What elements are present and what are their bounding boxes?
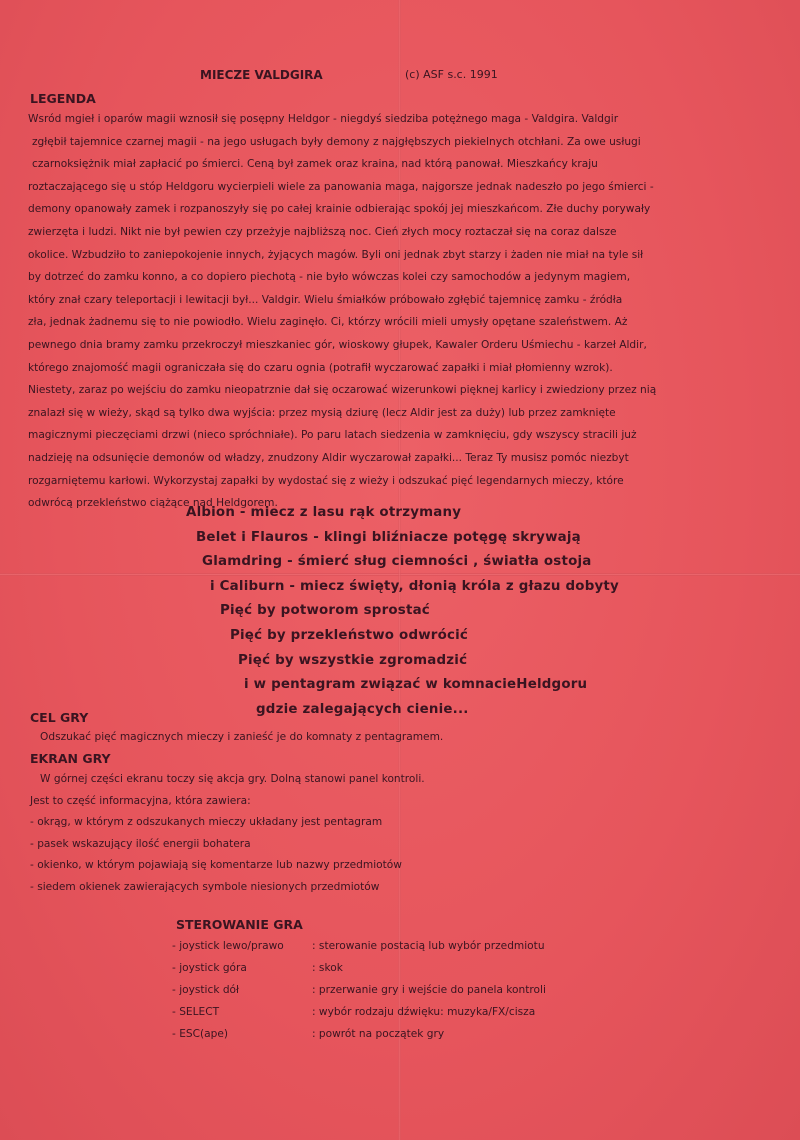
screen-line: - siedem okienek zawierających symbole niesionych przedmiotów — [30, 881, 380, 893]
legend-line: czarnoksiężnik miał zapłacić po śmierci. Ceną był zamek oraz kraina, nad którą panował. Mieszkańcy kraju — [32, 158, 598, 171]
legend-line: roztaczającego się u stóp Heldgoru wycierpieli wiele za panowania maga, najgorsze jednak nadeszło po jego śmierci - — [28, 180, 654, 193]
control-key: - joystick dół — [172, 984, 240, 996]
poem-line: Albion - miecz z lasu rąk otrzymany — [186, 505, 462, 520]
screen-line: - okrąg, w którym z odszukanych mieczy układany jest pentagram — [30, 816, 383, 829]
screen-line: - okienko, w którym pojawiają się komentarze lub nazwy przedmiotów — [30, 859, 402, 872]
poem-line: gdzie zalegających cienie... — [256, 701, 469, 717]
control-key: - ESC(ape) — [172, 1028, 229, 1040]
control-action: : sterowanie postacią lub wybór przedmiotu — [312, 940, 545, 952]
legend-line: rozgarniętemu karłowi. Wykorzystaj zapałki by wydostać się z wieży i odszukać pięć legendarnych mieczy, które — [28, 474, 624, 487]
legend-line: zła, jednak żadnemu się to nie powiodło. Wielu zaginęło. Ci, którzy wrócili mieli umysły opętane szaleństwem. Aż — [28, 316, 628, 329]
legend-line: demony opanowały zamek i rozpanoszyły się po całej krainie odbierając spokój jej mieszkańcom. Złe duchy porywały — [28, 203, 651, 216]
poem-line: Pięć by wszystkie zgromadzić — [238, 652, 468, 668]
legend-line: Niestety, zaraz po wejściu do zamku nieopatrznie dał się oczarować wizerunkowi pięknej karlicy i zwiedziony przez nią — [28, 384, 657, 397]
controls-heading: STEROWANIE GRA — [176, 917, 303, 932]
copyright-notice: (c) ASF s.c. 1991 — [405, 68, 498, 81]
control-action: : przerwanie gry i wejście do panela kontroli — [312, 984, 546, 996]
legend-line: nadzieję na odsunięcie demonów od władzy, znudzony Aldir wyczarował zapałki... Teraz Ty musisz pomóc niezbyt — [28, 451, 629, 464]
control-key: - joystick góra — [172, 962, 247, 974]
poem-line: i w pentagram związać w komnacieHeldgoru — [244, 677, 588, 693]
goal-heading: CEL GRY — [30, 710, 89, 725]
legend-line: odwrócą przekleństwo ciążące nad Heldgorem. — [28, 497, 278, 510]
legend-line: by dotrzeć do zamku konno, a co dopiero piechotą - nie było wówczas kolei czy samochodów a jedynym magiem, — [28, 271, 631, 284]
screen-line: W górnej części ekranu toczy się akcja gry. Dolną stanowi panel kontroli. — [40, 773, 425, 785]
screen-line: Jest to część informacyjna, która zawiera: — [30, 794, 251, 807]
legend-heading: LEGENDA — [30, 91, 96, 106]
legend-line: zgłębił tajemnice czarnej magii - na jego usługach były demony z najgłębszych piekielnych otchłani. Za owe usługi — [32, 135, 641, 148]
goal-text: Odszukać pięć magicznych mieczy i zanieść je do komnaty z pentagramem. — [40, 731, 444, 743]
control-action: : powrót na początek gry — [312, 1028, 445, 1040]
poem-line: Belet i Flauros - klingi bliźniacze potęgę skrywają — [196, 529, 581, 545]
legend-line: pewnego dnia bramy zamku przekroczył mieszkaniec gór, wioskowy głupek, Kawaler Orderu Uśmiechu - karzeł Aldir, — [28, 338, 647, 351]
legend-text — [28, 108, 788, 515]
legend-line: Wsród mgieł i oparów magii wznosił się posępny Heldgor - niegdyś siedziba potężnego maga - Valdgira. Valdgir — [28, 113, 619, 125]
legend-line: okolice. Wzbudziło to zaniepokojenie innych, żyjących magów. Byli oni jednak zbyt starzy i żaden nie miał na tyle sił — [28, 248, 644, 261]
legend-line: magicznymi pieczęciami drzwi (nieco spróchniałe). Po paru latach siedzenia w zamknięciu, gdy wszyscy stracili już — [28, 429, 637, 442]
poem-line: Glamdring - śmierć sług ciemności , światła ostoja — [202, 554, 592, 570]
control-key: - SELECT — [172, 1006, 220, 1018]
control-key: - joystick lewo/prawo — [172, 940, 284, 952]
screen-heading: EKRAN GRY — [30, 751, 111, 766]
poem-line: i Caliburn - miecz święty, dłonią króla z głazu dobyty — [210, 578, 619, 594]
legend-line: znalazł się w wieży, skąd są tylko dwa wyjścia: przez mysią dziurę (lecz Aldir jest za duży) lub przez zamknięte — [28, 406, 616, 419]
screen-line: - pasek wskazujący ilość energii bohatera — [30, 837, 251, 850]
legend-line: zwierzęta i ludzi. Nikt nie był pewien czy przeżyje najbliższą noc. Cień złych mocy roztaczał się na coraz dalsze — [28, 225, 617, 238]
control-action: : skok — [312, 962, 343, 974]
poem-line: Pięć by potworom sprostać — [220, 603, 430, 619]
legend-line: który znał czary teleportacji i lewitacji był... Valdgir. Wielu śmiałków próbowało zgłębić tajemnicę zamku - źródła — [28, 293, 623, 306]
poem-line: Pięć by przekleństwo odwrócić — [230, 628, 469, 643]
control-action: : wybór rodzaju dźwięku: muzyka/FX/cisza — [312, 1006, 536, 1018]
legend-line: którego znajomość magii ograniczała się do czaru ognia (potrafił wyczarować zapałki i miał płomienny wzrok). — [28, 361, 613, 374]
page-title: MIECZE VALDGIRA — [200, 68, 323, 82]
